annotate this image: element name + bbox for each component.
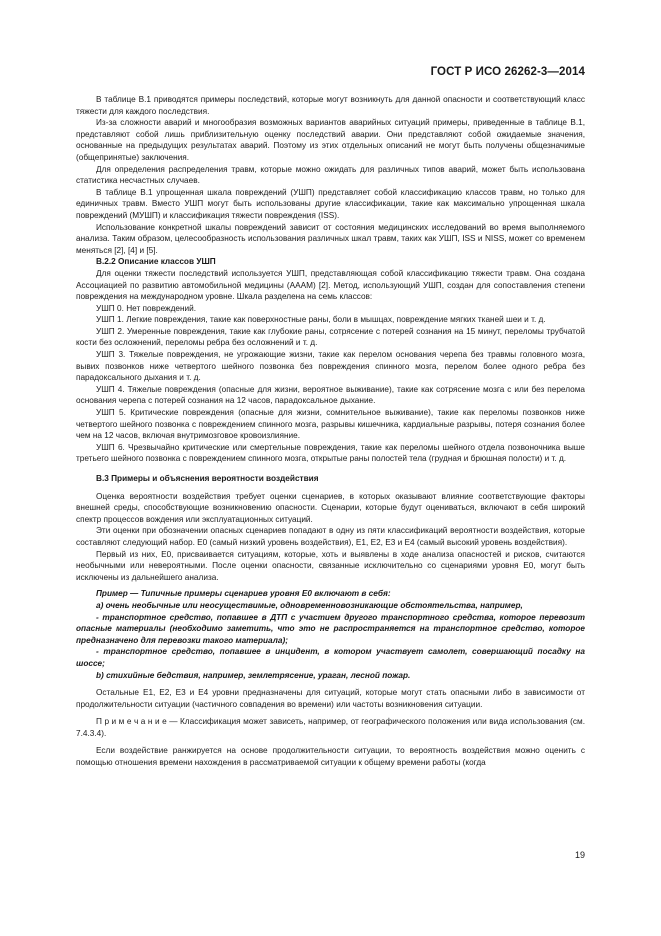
ais-class-item: УШП 0. Нет повреждений. (96, 303, 197, 313)
example-title: Пример — Типичные примеры сценариев уровня E0 включают в себя: (96, 589, 391, 599)
paragraph: Использование конкретной шкалы повреждений зависит от состояния медицинских исследований во время выполняемого анализа. Таким образом, целесообразность использования различных шкал травм, таких как УШП, ISS и NISS, может со временем меняться [2], [4] и [5]. (76, 222, 585, 255)
paragraph: В таблице В.1 упрощенная шкала повреждений (УШП) представляет собой классификацию классов травм, но только для единичных травм. Вместо УШП могут быть использованы другие классификации, такие как максимально упрощенная шкала повреждений (МУШП) и классификация тяжести повреждения (ISS). (76, 187, 585, 220)
paragraph: Эти оценки при обозначении опасных сценариев попадают в одну из пяти классификаций вероятности воздействия, которые составляют следующий набор. E0 (самый низкий уровень воздействия), E1, E2, E3 и E4 (самый высокий уровень воздействия). (76, 526, 585, 547)
ais-class-item: УШП 2. Умеренные повреждения, такие как глубокие раны, сотрясение с потерей сознания на 15 минут, переломы трубчатой кости без осложнений, переломы ребра без осложнений и т. д. (76, 326, 585, 348)
paragraph: Из-за сложности аварий и многообразия возможных вариантов аварийных ситуаций примеры, приведенные в таблице В.1, представляют собой лишь приблизительную оценку последствий аварии. Они представляют собой ожидаемые значения, основанные на предыдущих результатах аварий. Поэтому из этих отдельных описаний не могут быть получены общезначимые (общепринятые) заключения. (76, 118, 585, 162)
paragraph: Первый из них, E0, присваивается ситуациям, которые, хоть и выявлены в ходе анализа опасностей и рисков, считаются необычными или невероятными. После оценки опасности, связанные исключительно со сценариями уровня E0, могут быть исключены из дальнейшего анализа. (76, 549, 585, 582)
example-subitem: - транспортное средство, попавшее в ДТП с участием другого транспортного средства, которое перевозит опасные материалы (необходимо заметить, что это не распространяется на транспортное средство, которое предназначено для перевозки такого материала); (76, 612, 585, 645)
ais-class-item: УШП 5. Критические повреждения (опасные для жизни, сомнительное выживание), такие как переломы позвонков ниже четвертого шейного позвонка с повреждением спинного мозга, разрывы кишечника, кардиальные разрывы, потеря сознания более чем на 12 часов, включая внутримозговое кровоизлияние. (76, 408, 585, 441)
paragraph: Оценка вероятности воздействия требует оценки сценариев, в которых оказывают влияние соответствующие факторы внешней среды, способствующие возникновению опасности. Сценарии, которые будут оцениваться, включают в себя широкий спектр процессов вождения или эксплуатационных ситуаций. (76, 491, 585, 524)
section-heading: В.3 Примеры и объяснения вероятности воздействия (96, 474, 319, 483)
ais-class-item: УШП 4. Тяжелые повреждения (опасные для жизни, вероятное выживание), такие как сотрясение мозга с или без перелома основания черепа с потерей сознания на 12 часов, парадоксальное дыхание. (76, 384, 585, 406)
paragraph: Если воздействие ранжируется на основе продолжительности ситуации, то вероятность воздействия можно оценить с помощью отношения времени нахождения в рассматриваемой ситуации к общему времени работы (когда (76, 746, 585, 768)
example-item: а) очень необычные или неосуществимые, одновременновозникающие обстоятельства, например, (96, 600, 523, 610)
example-item: b) стихийные бедствия, например, землетрясение, ураган, лесной пожар. (96, 670, 411, 680)
subsection-heading: В.2.2 Описание классов УШП (96, 257, 216, 267)
paragraph: Остальные E1, E2, E3 и E4 уровни предназначены для ситуаций, которые могут стать опасными либо в зависимости от продолжительности ситуации (частичного совпадения во времени) или частоты возникновения ситуации. (76, 688, 585, 709)
page-number: 19 (574, 850, 585, 860)
ais-class-item: УШП 6. Чрезвычайно критические или смертельные повреждения, такие как переломы шейного отдела позвоночника выше третьего шейного позвонка с повреждением спинного мозга, открытые раны полостей тела (грудная и брюшная полости) и т. д. (76, 442, 585, 464)
paragraph: Для оценки тяжести последствий используется УШП, представляющая собой классификацию тяжести травм. Она создана Ассоциацией по развитию автомобильной медицины (АААМ) [2]. Метод, использующий УШП, создан для сопоставления степени повреждения на международном уровне. Шкала разделена на семь классов: (76, 268, 585, 302)
paragraph: Для определения распределения травм, которые можно ожидать для различных типов аварий, может быть использована статистика несчастных случаев. (76, 164, 585, 186)
ais-class-item: УШП 3. Тяжелые повреждения, не угрожающие жизни, такие как перелом основания черепа без травмы головного мозга, вывих позвонков ниже четвертого шейного позвонка без повреждения спинного мозга, перелом более одного ребра без парадоксального дыхания и т. д. (76, 350, 585, 383)
example-subitem: - транспортное средство, попавшее в инцидент, в котором участвует самолет, совершающий посадку на шоссе; (76, 647, 585, 668)
document-body (76, 94, 585, 769)
document-header-standard-id: ГОСТ Р ИСО 26262-3—2014 (430, 66, 585, 78)
ais-class-item: УШП 1. Легкие повреждения, такие как поверхностные раны, боли в мышцах, повреждение мягких тканей шеи и т. д. (96, 315, 546, 325)
paragraph: В таблице В.1 приводятся примеры последствий, которые могут возникнуть для данной опасности и соответствующий класс тяжести для каждого последствия. (76, 95, 585, 116)
note: П р и м е ч а н и е — Классификация может зависеть, например, от географического положения или вида использования (см. 7.4.3.4). (76, 717, 585, 738)
